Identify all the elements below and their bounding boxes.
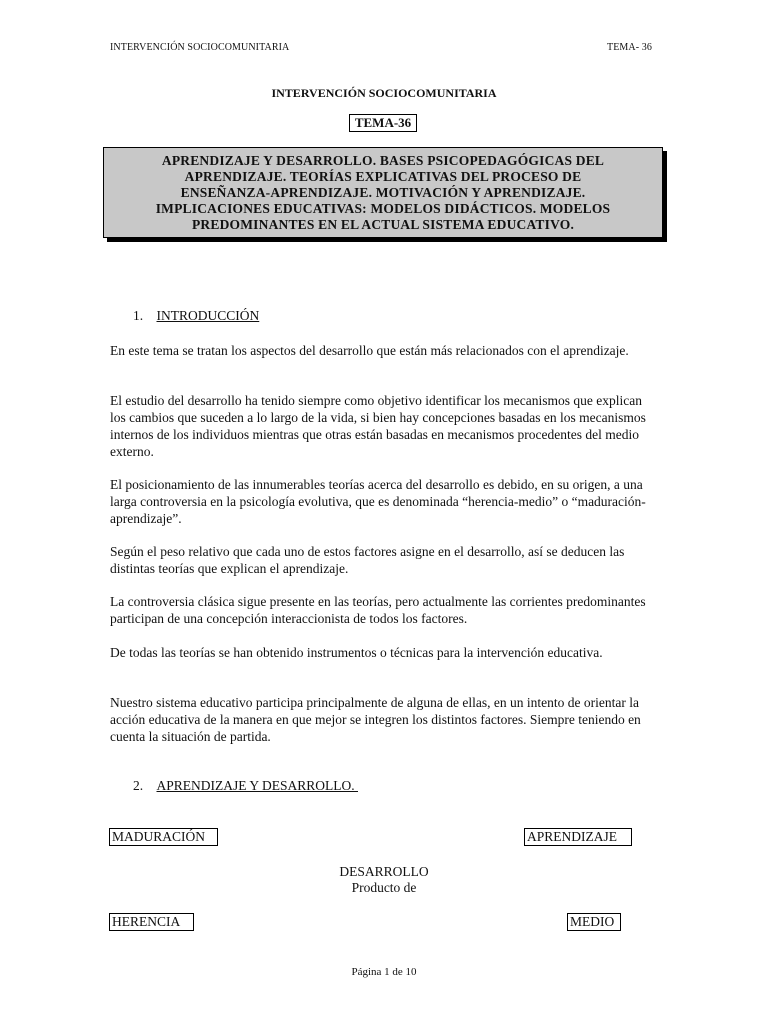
diagram-aprendizaje: APRENDIZAJE [524, 828, 632, 846]
paragraph: Nuestro sistema educativo participa principalmente de alguna de ellas, en un intento de orientar la acción educativa de la manera en que mejor se integren los distintos factores. Siempre teniendo en cuenta la situación de partida. [110, 695, 641, 744]
topic-line: ENSEÑANZA-APRENDIZAJE. MOTIVACIÓN Y APRENDIZAJE. [180, 185, 586, 200]
diagram-desarrollo: DESARROLLO [339, 864, 429, 879]
paragraph: El estudio del desarrollo ha tenido siempre como objetivo identificar los mecanismos que explican los cambios que suceden a lo largo de la vida, si bien hay concepciones basadas en los mecanismos internos de los individuos mientras que otras están basadas en mecanismos procedentes del medio externo. [110, 393, 646, 459]
section-title: APRENDIZAJE Y DESARROLLO. [156, 778, 358, 793]
paragraph: En este tema se tratan los aspectos del desarrollo que están más relacionados con el aprendizaje. [110, 343, 629, 358]
diagram-producto-de: Producto de [351, 880, 417, 895]
section-2-heading [133, 778, 358, 794]
diagram-herencia: HERENCIA [109, 913, 194, 931]
section-title: INTRODUCCIÓN [156, 308, 260, 323]
paragraph: La controversia clásica sigue presente en las teorías, pero actualmente las corrientes predominantes participan de una concepción interaccionista de todos los factores. [110, 594, 646, 626]
diagram-maduracion: MADURACIÓN [109, 828, 218, 846]
paragraph: De todas las teorías se han obtenido instrumentos o técnicas para la intervención educativa. [110, 645, 603, 660]
paragraph: El posicionamiento de las innumerables teorías acerca del desarrollo es debido, en su origen, a una larga controversia en la psicología evolutiva, que es denominada “herencia-medio” o “maduración-aprendizaje”. [110, 477, 646, 526]
section-number: 2. [133, 778, 144, 793]
topic-line: IMPLICACIONES EDUCATIVAS: MODELOS DIDÁCTICOS. MODELOS [155, 201, 611, 216]
topic-box [103, 147, 663, 238]
topic-line: APRENDIZAJE Y DESARROLLO. BASES PSICOPEDAGÓGICAS DEL [161, 153, 605, 168]
tema-label: TEMA-36 [349, 114, 417, 132]
running-header-left: INTERVENCIÓN SOCIOCOMUNITARIA [110, 42, 290, 53]
page-footer: Página 1 de 10 [351, 966, 417, 978]
section-1-heading [133, 308, 259, 324]
document-title: INTERVENCIÓN SOCIOCOMUNITARIA [271, 86, 497, 100]
topic-line: APRENDIZAJE. TEORÍAS EXPLICATIVAS DEL PROCESO DE [184, 169, 582, 184]
paragraph: Según el peso relativo que cada uno de estos factores asigne en el desarrollo, así se deducen las distintas teorías que explican el aprendizaje. [110, 544, 625, 576]
diagram-medio: MEDIO [567, 913, 621, 931]
section-number: 1. [133, 308, 144, 323]
topic-line: PREDOMINANTES EN EL ACTUAL SISTEMA EDUCATIVO. [191, 217, 575, 232]
running-header-right: TEMA- 36 [607, 42, 652, 53]
